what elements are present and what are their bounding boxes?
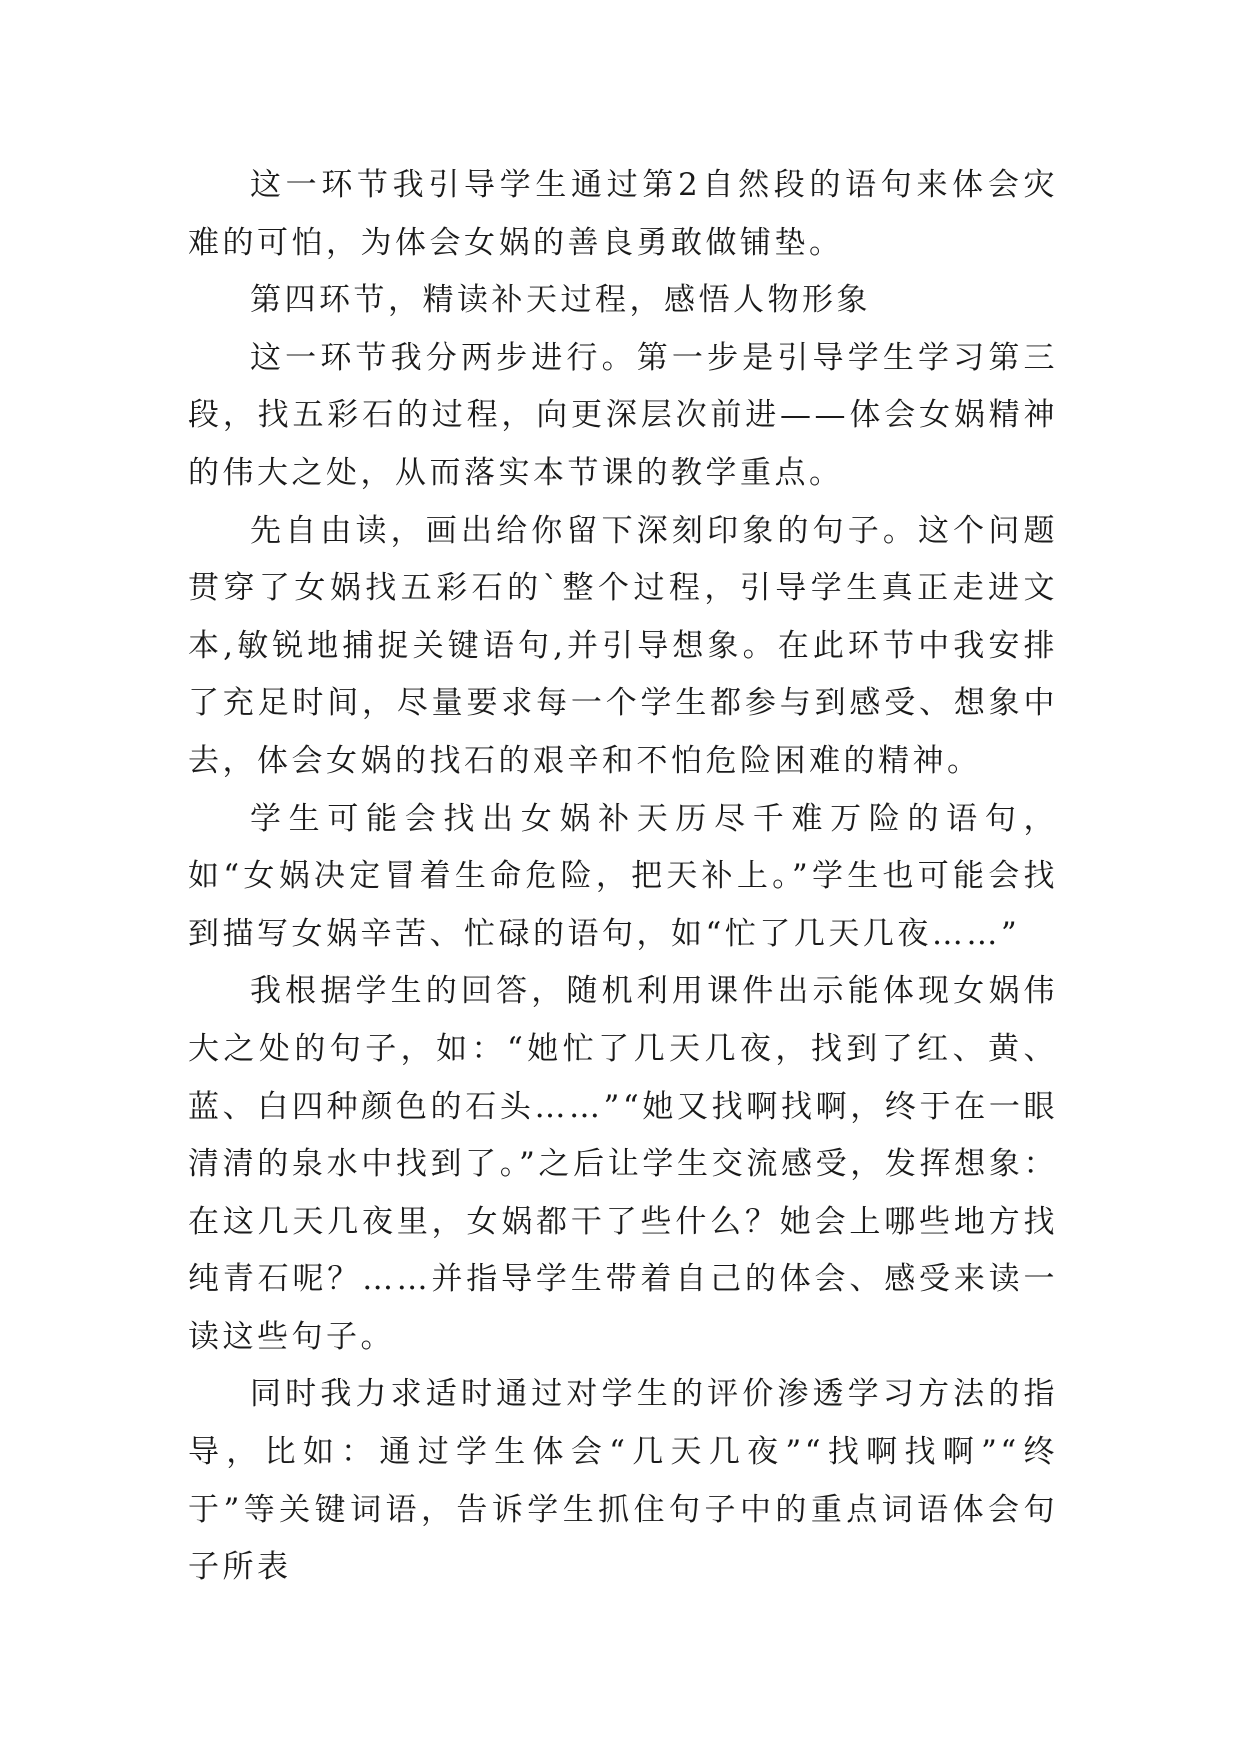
paragraph-free-reading: 先自由读，画出给你留下深刻印象的句子。这个问题贯穿了女娲找五彩石的`整个过程，引导学生真正走进文本,敏锐地捕捉关键语句,并引导想象。在此环节中我安排了充足时间，尽量要求每一个学生都参与到感受、想象中去，体会女娲的找石的艰辛和不怕危险困难的精神。: [188, 512, 1058, 779]
section-heading-step-four: 第四环节，精读补天过程，感悟人物形象: [250, 282, 871, 319]
paragraph-two-steps: 这一环节我分两步进行。第一步是引导学生学习第三段，找五彩石的过程，向更深层次前进——体会女娲精神的伟大之处，从而落实本节课的教学重点。: [188, 339, 1058, 491]
paragraph-evaluation: 同时我力求适时通过对学生的评价渗透学习方法的指导，比如：通过学生体会“几天几夜”“找啊找啊”“终于”等关键词语，告诉学生抓住句子中的重点词语体会句子所表: [188, 1376, 1058, 1586]
document-body: [188, 157, 1058, 1597]
paragraph-courseware: 我根据学生的回答，随机利用课件出示能体现女娲伟大之处的句子，如：“她忙了几天几夜，找到了红、黄、蓝、白四种颜色的石头……”“她又找啊找啊，终于在一眼清清的泉水中找到了。”之后让学生交流感受，发挥想象：在这几天几夜里，女娲都干了些什么？她会上哪些地方找纯青石呢？……并指导学生带着自己的体会、感受来读一读这些句子。: [188, 973, 1058, 1355]
paragraph-disaster: 这一环节我引导学生通过第2自然段的语句来体会灾难的可怕，为体会女娲的善良勇敢做铺垫。: [188, 167, 1058, 261]
paragraph-student-answers: 学生可能会找出女娲补天历尽千难万险的语句，如“女娲决定冒着生命危险，把天补上。”学生也可能会找到描写女娲辛苦、忙碌的语句，如“忙了几天几夜……”: [188, 800, 1058, 952]
